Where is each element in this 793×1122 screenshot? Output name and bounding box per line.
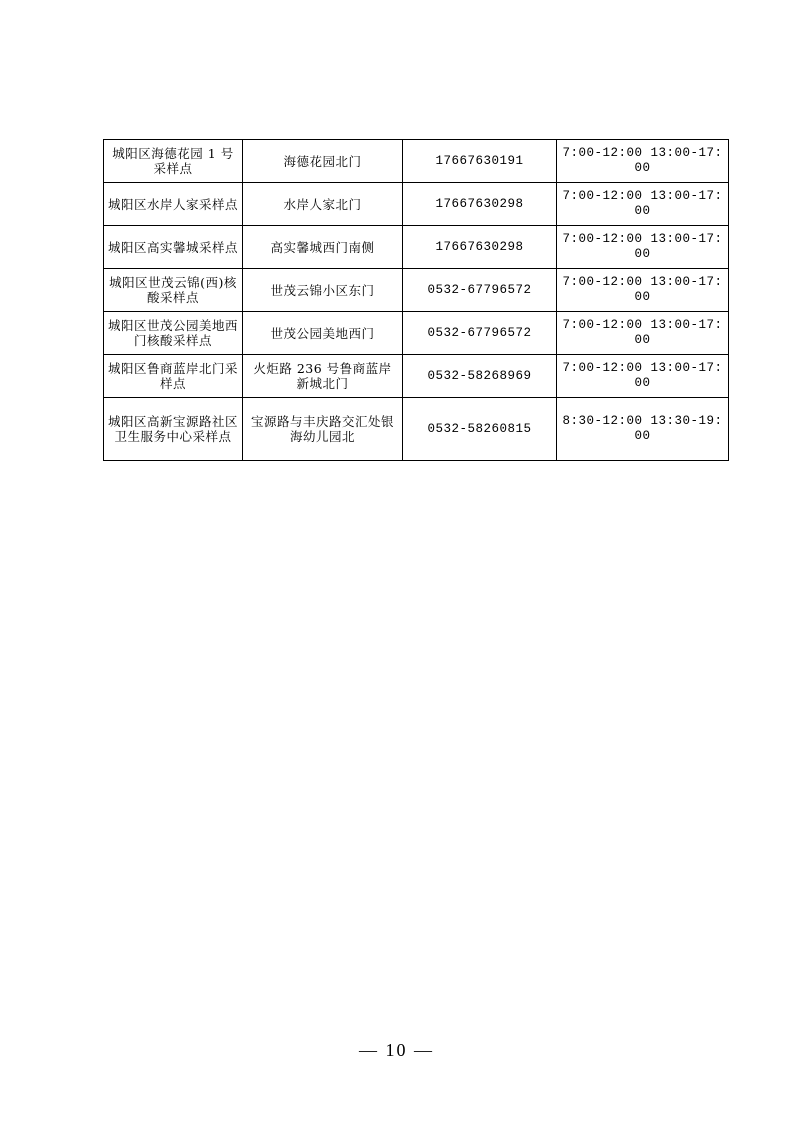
table-row <box>104 312 729 355</box>
table-row <box>104 398 729 461</box>
site-phone-cell: 0532-67796572 <box>403 312 557 355</box>
site-hours-cell: 7:00-12:00 13:00-17:00 <box>557 312 729 355</box>
site-hours-cell: 8:30-12:00 13:30-19:00 <box>557 398 729 461</box>
site-name-cell: 城阳区鲁商蓝岸北门采样点 <box>104 355 243 398</box>
site-phone-cell: 0532-67796572 <box>403 269 557 312</box>
table-row <box>104 269 729 312</box>
site-name-cell: 城阳区世茂公园美地西门核酸采样点 <box>104 312 243 355</box>
site-name-cell: 城阳区高实馨城采样点 <box>104 226 243 269</box>
table-row <box>104 355 729 398</box>
site-phone-cell: 17667630191 <box>403 140 557 183</box>
site-location-cell: 水岸人家北门 <box>243 183 403 226</box>
table-row <box>104 183 729 226</box>
site-hours-cell: 7:00-12:00 13:00-17:00 <box>557 226 729 269</box>
site-name-cell: 城阳区世茂云锦(西)核酸采样点 <box>104 269 243 312</box>
site-phone-cell: 0532-58268969 <box>403 355 557 398</box>
site-location-cell: 海德花园北门 <box>243 140 403 183</box>
site-phone-cell: 17667630298 <box>403 226 557 269</box>
page-number: — 10 — <box>359 1040 434 1060</box>
table-row <box>104 226 729 269</box>
site-location-cell: 宝源路与丰庆路交汇处银海幼儿园北 <box>243 398 403 461</box>
site-hours-cell: 7:00-12:00 13:00-17:00 <box>557 183 729 226</box>
site-hours-cell: 7:00-12:00 13:00-17:00 <box>557 140 729 183</box>
site-location-cell: 世茂公园美地西门 <box>243 312 403 355</box>
site-location-cell: 世茂云锦小区东门 <box>243 269 403 312</box>
table-row <box>104 140 729 183</box>
sampling-sites-table <box>103 139 729 461</box>
site-hours-cell: 7:00-12:00 13:00-17:00 <box>557 355 729 398</box>
site-location-cell: 火炬路 236 号鲁商蓝岸新城北门 <box>243 355 403 398</box>
site-name-cell: 城阳区水岸人家采样点 <box>104 183 243 226</box>
site-name-cell: 城阳区海德花园 1 号采样点 <box>104 140 243 183</box>
site-location-cell: 高实馨城西门南侧 <box>243 226 403 269</box>
site-phone-cell: 0532-58260815 <box>403 398 557 461</box>
site-hours-cell: 7:00-12:00 13:00-17:00 <box>557 269 729 312</box>
site-phone-cell: 17667630298 <box>403 183 557 226</box>
site-name-cell: 城阳区高新宝源路社区卫生服务中心采样点 <box>104 398 243 461</box>
